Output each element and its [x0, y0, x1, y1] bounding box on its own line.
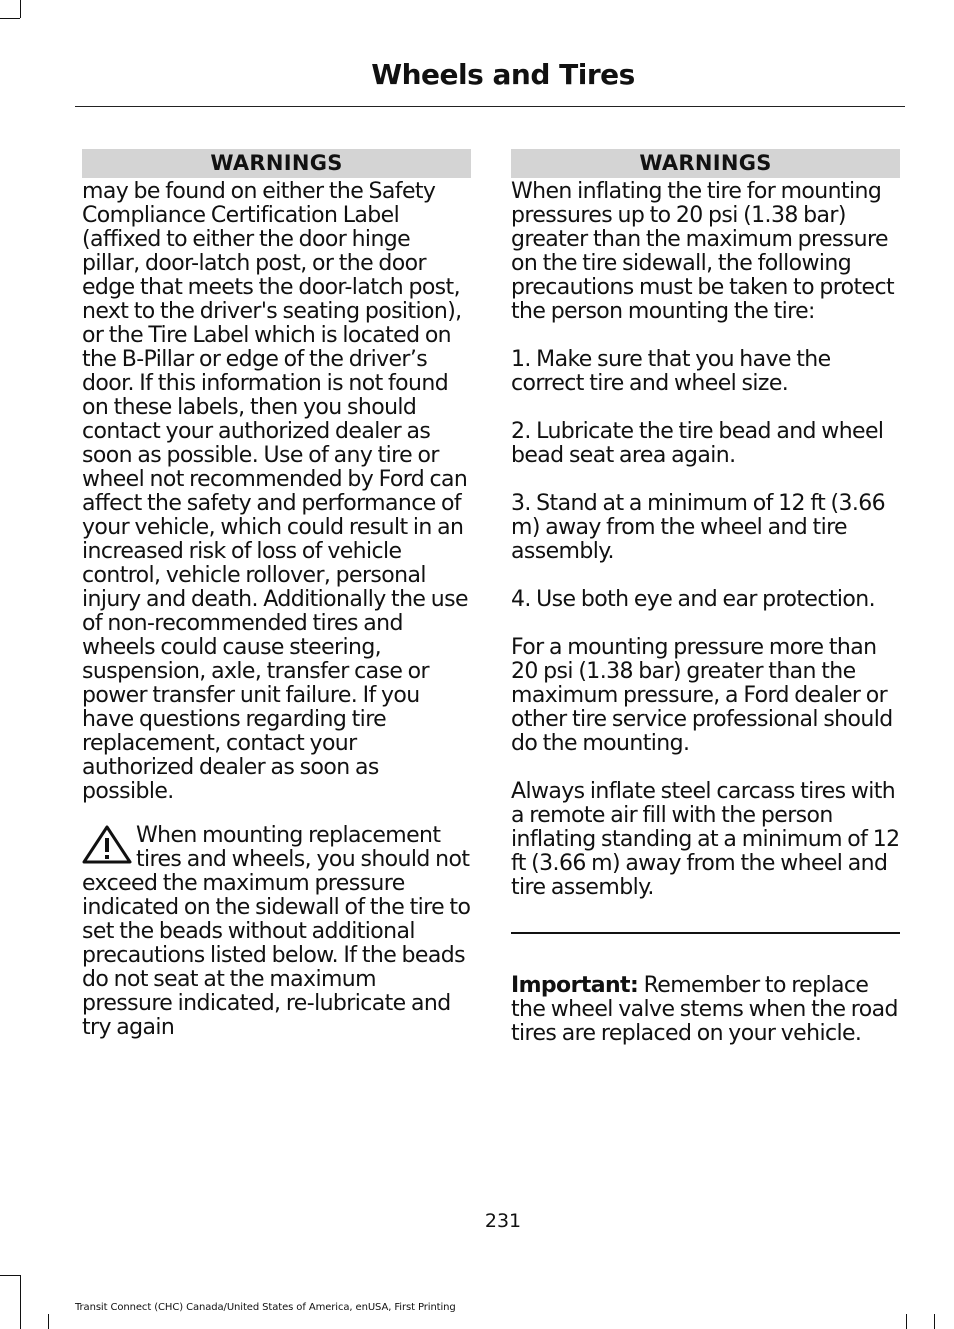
steel-carcass-paragraph: Always inflate steel carcass tires with a remote air fill with the person inflating standing at a minimum of 12 ft (3.66 m) away from the wheel and tire assembly.: [511, 779, 900, 900]
crop-mark-top-left-h: [0, 18, 20, 19]
title-divider: [75, 106, 905, 107]
section-divider: [511, 932, 900, 934]
page-number: 231: [484, 1210, 522, 1232]
inflation-intro: When inflating the tire for mounting pressures up to 20 psi (1.38 bar) greater than the maximum pressure on the tire sidewall, the following precautions must be taken to protect the person mounting the tire:: [511, 179, 895, 324]
step-3: 3. Stand at a minimum of 12 ft (3.66 m) away from the wheel and tire assembly.: [511, 491, 886, 564]
important-label: Important:: [511, 973, 639, 998]
important-text: Remember to replace the wheel valve stems when the road tires are replaced on your vehicle.: [511, 973, 898, 1046]
page-title: Wheels and Tires: [371, 58, 635, 91]
warnings-heading-right: WARNINGS: [511, 149, 900, 178]
crop-mark-bottom-right-a: [934, 1314, 935, 1329]
step-2: 2. Lubricate the tire bead and wheel bead seat area again.: [511, 419, 884, 468]
crop-mark-bottom-left-h: [0, 1275, 20, 1276]
warnings-heading-left: WARNINGS: [82, 149, 471, 178]
footer-text: Transit Connect (CHC) Canada/United States of America, enUSA, First Printing: [75, 1302, 456, 1313]
step-4: 4. Use both eye and ear protection.: [511, 587, 875, 612]
warning-block: [82, 824, 471, 1040]
right-column: [511, 149, 900, 1046]
dealer-mounting-paragraph: For a mounting pressure more than 20 psi (1.38 bar) greater than the maximum pressure, a Ford dealer or other tire service professional should do the mounting.: [511, 635, 893, 756]
crop-mark-top-left: [20, 0, 21, 18]
crop-mark-bottom-left: [20, 1275, 21, 1329]
warning-continued-text: may be found on either the Safety Compliance Certification Label (affixed to either the door hinge pillar, door-latch post, or the door edge that meets the door-latch post, next to the driver's seating position), or the Tire Label which is located on the B-Pillar or edge of the driver’s door. If this information is not found on these labels, then you should contact your authorized dealer as soon as possible. Use of any tire or wheel not recommended by Ford can affect the safety and performance of your vehicle, which could result in an increased risk of loss of vehicle control, vehicle rollover, personal injury and death. Additionally the use of non-recommended tires and wheels could cause steering, suspension, axle, transfer case or power transfer unit failure. If you have questions regarding tire replacement, contact your authorized dealer as soon as possible.: [82, 179, 468, 804]
warning-triangle-icon: [82, 824, 132, 868]
important-note: [511, 974, 900, 1046]
crop-mark-bottom-right-b: [906, 1314, 907, 1329]
left-column: [82, 149, 471, 1040]
crop-mark-bottom-left-b: [48, 1314, 49, 1329]
warning-mounting-text: When mounting replacement tires and wheels, you should not exceed the maximum pressure indicated on the sidewall of the tire to set the beads without additional precautions listed below. If the beads do not seat at the maximum pressure indicated, re-lubricate and try again: [82, 823, 471, 1040]
step-1: 1. Make sure that you have the correct tire and wheel size.: [511, 347, 831, 396]
